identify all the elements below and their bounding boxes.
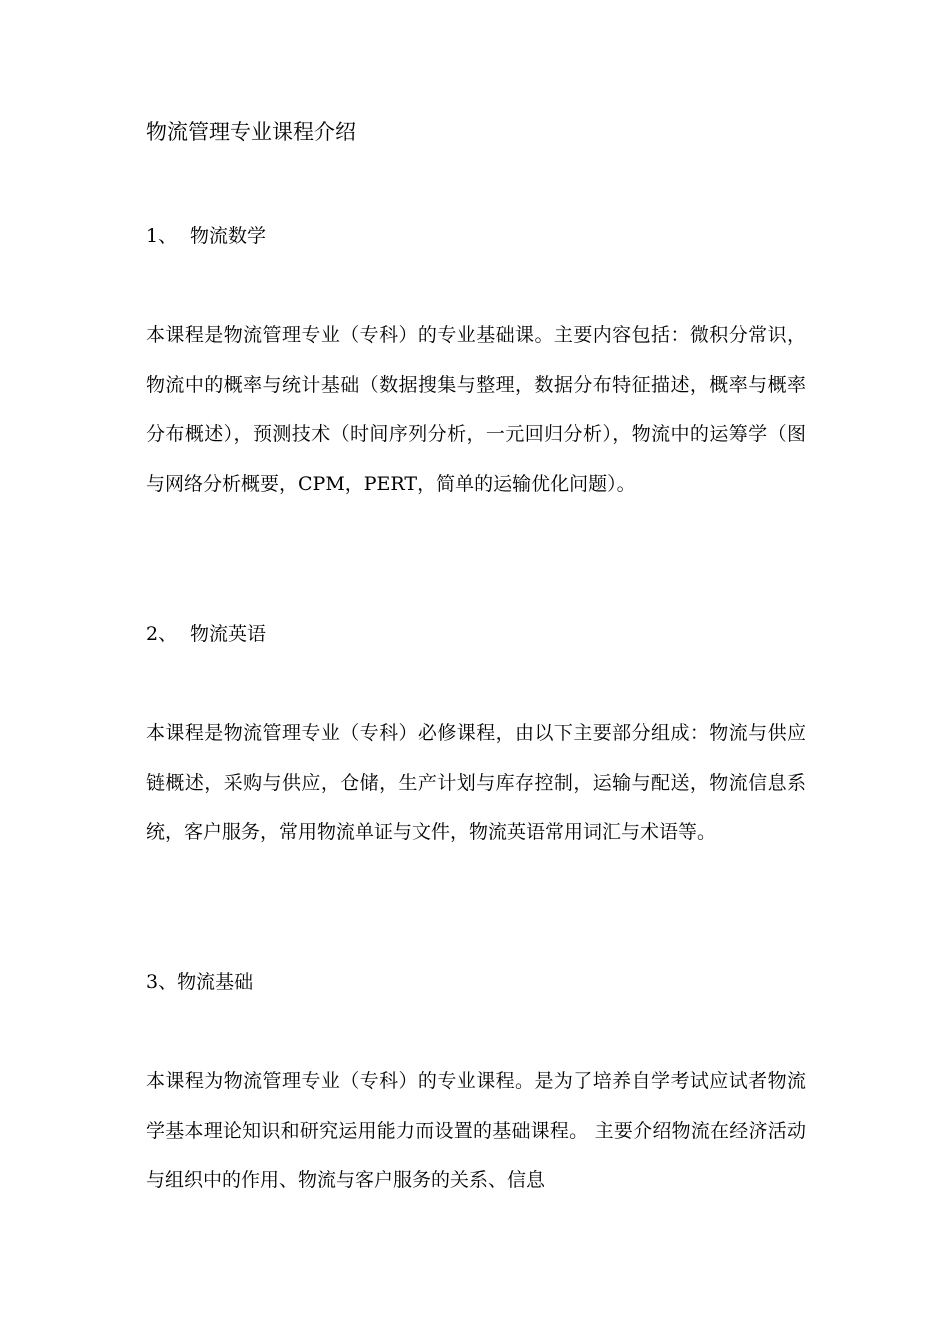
section-heading-3	[146, 967, 253, 997]
document-title: 物流管理专业课程介绍	[146, 120, 356, 144]
section-body-2: 本课程是物流管理专业（专科）必修课程，由以下主要部分组成：物流与供应链概述，采购与供应，仓储，生产计划与库存控制，运输与配送，物流信息系统，客户服务，常用物流单证与文件，物流英语常用词汇与术语等。	[146, 722, 806, 843]
section-title: 物流英语	[190, 623, 267, 645]
section-body-1: 本课程是物流管理专业（专科）的专业基础课。主要内容包括：微积分常识，物流中的概率与统计基础（数据搜集与整理，数据分布特征描述，概率与概率分布概述），预测技术（时间序列分析，一元回归分析），物流中的运筹学（图与网络分析概要，CPM，PERT，简单的运输优化问题）。	[146, 324, 806, 495]
section-number: 3、	[146, 971, 178, 993]
section-title: 物流基础	[177, 971, 254, 993]
section-number: 1、	[146, 225, 178, 247]
section-heading-2	[146, 619, 266, 649]
section-body-3: 本课程为物流管理专业（专科）的专业课程。是为了培养自学考试应试者物流学基本理论知识和研究运用能力而设置的基础课程。 主要介绍物流在经济活动与组织中的作用、物流与客户服务的关系、信息	[146, 1070, 806, 1191]
section-number: 2、	[146, 623, 178, 645]
section-title: 物流数学	[190, 225, 267, 247]
section-heading-1	[146, 221, 266, 251]
